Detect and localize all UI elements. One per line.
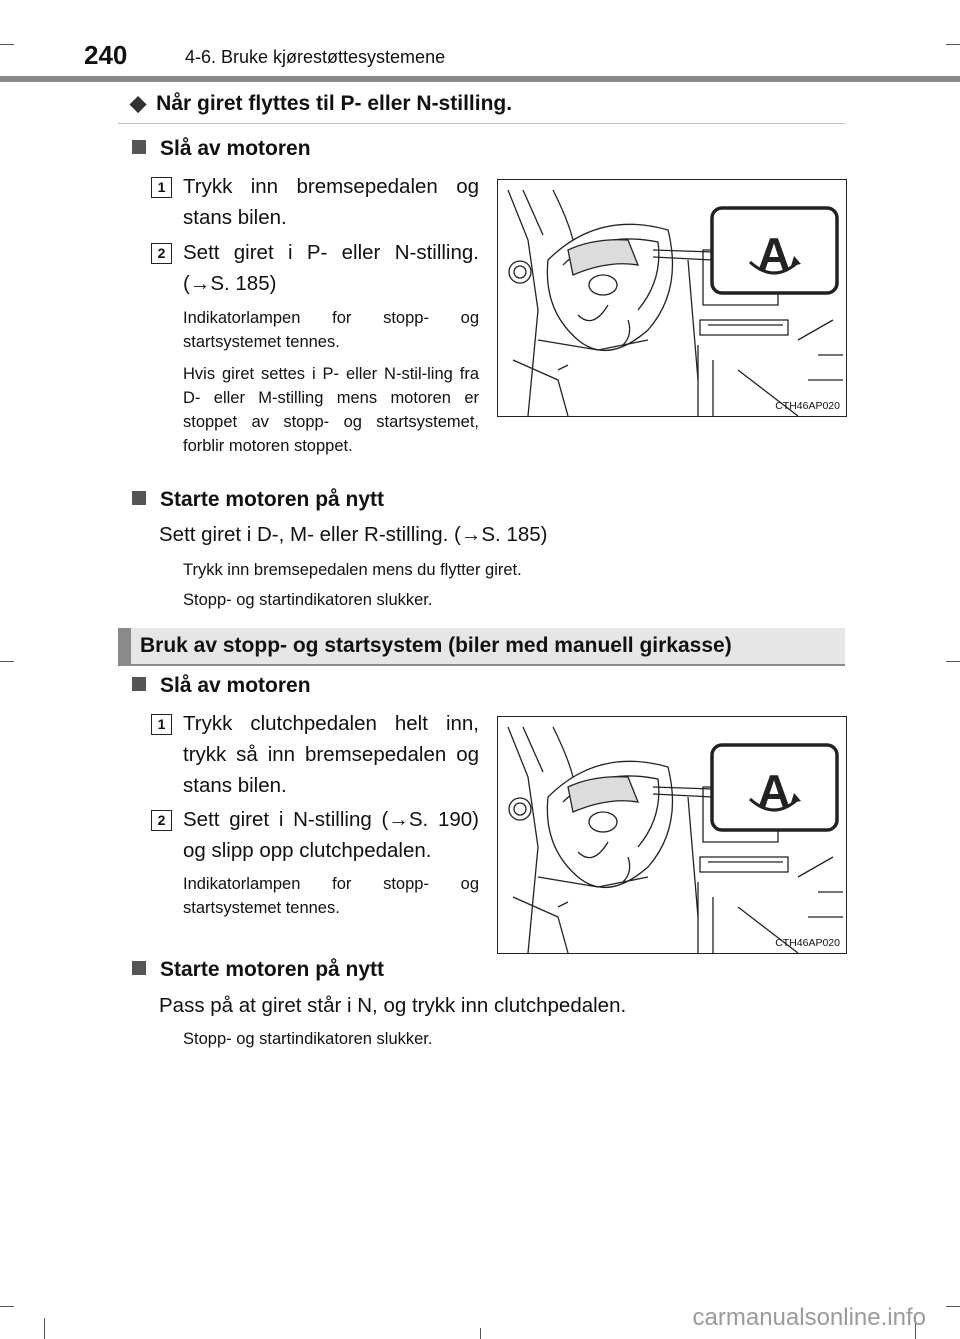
dashboard-illustration xyxy=(497,179,847,417)
figure-code: CTH46AP020 xyxy=(775,400,840,412)
section-title-text: Når giret flyttes til P- eller N-stilling. xyxy=(156,92,513,115)
page-number: 240 xyxy=(84,40,128,70)
note-text: Stopp- og startindikatoren slukker. xyxy=(183,591,433,609)
figure-code: CTH46AP020 xyxy=(775,937,840,949)
square-bullet-icon xyxy=(132,140,146,154)
dashboard-illustration xyxy=(497,716,847,954)
note-text: Trykk inn bremsepedalen mens du flytter giret. xyxy=(183,561,522,579)
dashboard-drawing xyxy=(498,717,846,953)
section-band-bar xyxy=(118,628,131,664)
body-text: Sett giret i D-, M- eller R-stilling. (→S. 185) xyxy=(159,523,548,546)
note-text: Indikatorlampen for stopp- og startsystemet tennes. xyxy=(183,875,479,917)
square-bullet-icon xyxy=(132,961,146,975)
subheading-restart-engine: Starte motoren på nytt xyxy=(132,958,384,982)
square-bullet-icon xyxy=(132,491,146,505)
square-bullet-icon xyxy=(132,677,146,691)
section-title xyxy=(130,91,512,116)
note-text: Stopp- og startindikatoren slukker. xyxy=(183,1030,433,1048)
section-divider xyxy=(118,123,845,124)
subheading-restart-engine: Starte motoren på nytt xyxy=(132,488,384,512)
callout-letter: A xyxy=(757,765,791,817)
step-number: 2 xyxy=(151,810,172,831)
body-text: Pass på at giret står i N, og trykk inn clutchpedalen. xyxy=(159,994,627,1017)
chapter-title: 4-6. Bruke kjørestøttesystemene xyxy=(185,47,446,67)
subheading-stop-engine: Slå av motoren xyxy=(132,674,311,698)
step-text: Sett giret i P- eller N-stilling. (→S. 185) xyxy=(183,241,479,295)
footer-watermark[interactable]: carmanualsonline.info xyxy=(692,1304,926,1331)
step-number: 1 xyxy=(151,714,172,735)
step-number: 1 xyxy=(151,177,172,198)
callout-letter: A xyxy=(757,228,791,280)
section-band xyxy=(118,628,845,666)
subheading-stop-engine: Slå av motoren xyxy=(132,137,311,161)
header-rule xyxy=(0,76,960,82)
dashboard-drawing xyxy=(498,180,846,416)
note-text: Hvis giret settes i P- eller N-stil-ling fra D- eller M-stilling mens motoren er stoppet av stopp- og startsystemet, forblir motoren stoppet. xyxy=(183,365,479,455)
step-text: Sett giret i N-stilling (→S. 190) og slipp opp clutchpedalen. xyxy=(183,808,479,862)
section-band-title: Bruk av stopp- og startsystem (biler med manuell girkasse) xyxy=(140,634,732,657)
step-number: 2 xyxy=(151,243,172,264)
step-text: Trykk clutchpedalen helt inn, trykk så inn bremsepedalen og stans bilen. xyxy=(183,712,479,797)
note-text: Indikatorlampen for stopp- og startsystemet tennes. xyxy=(183,309,479,351)
step-text: Trykk inn bremsepedalen og stans bilen. xyxy=(183,175,479,229)
diamond-icon: ◆ xyxy=(130,92,147,115)
